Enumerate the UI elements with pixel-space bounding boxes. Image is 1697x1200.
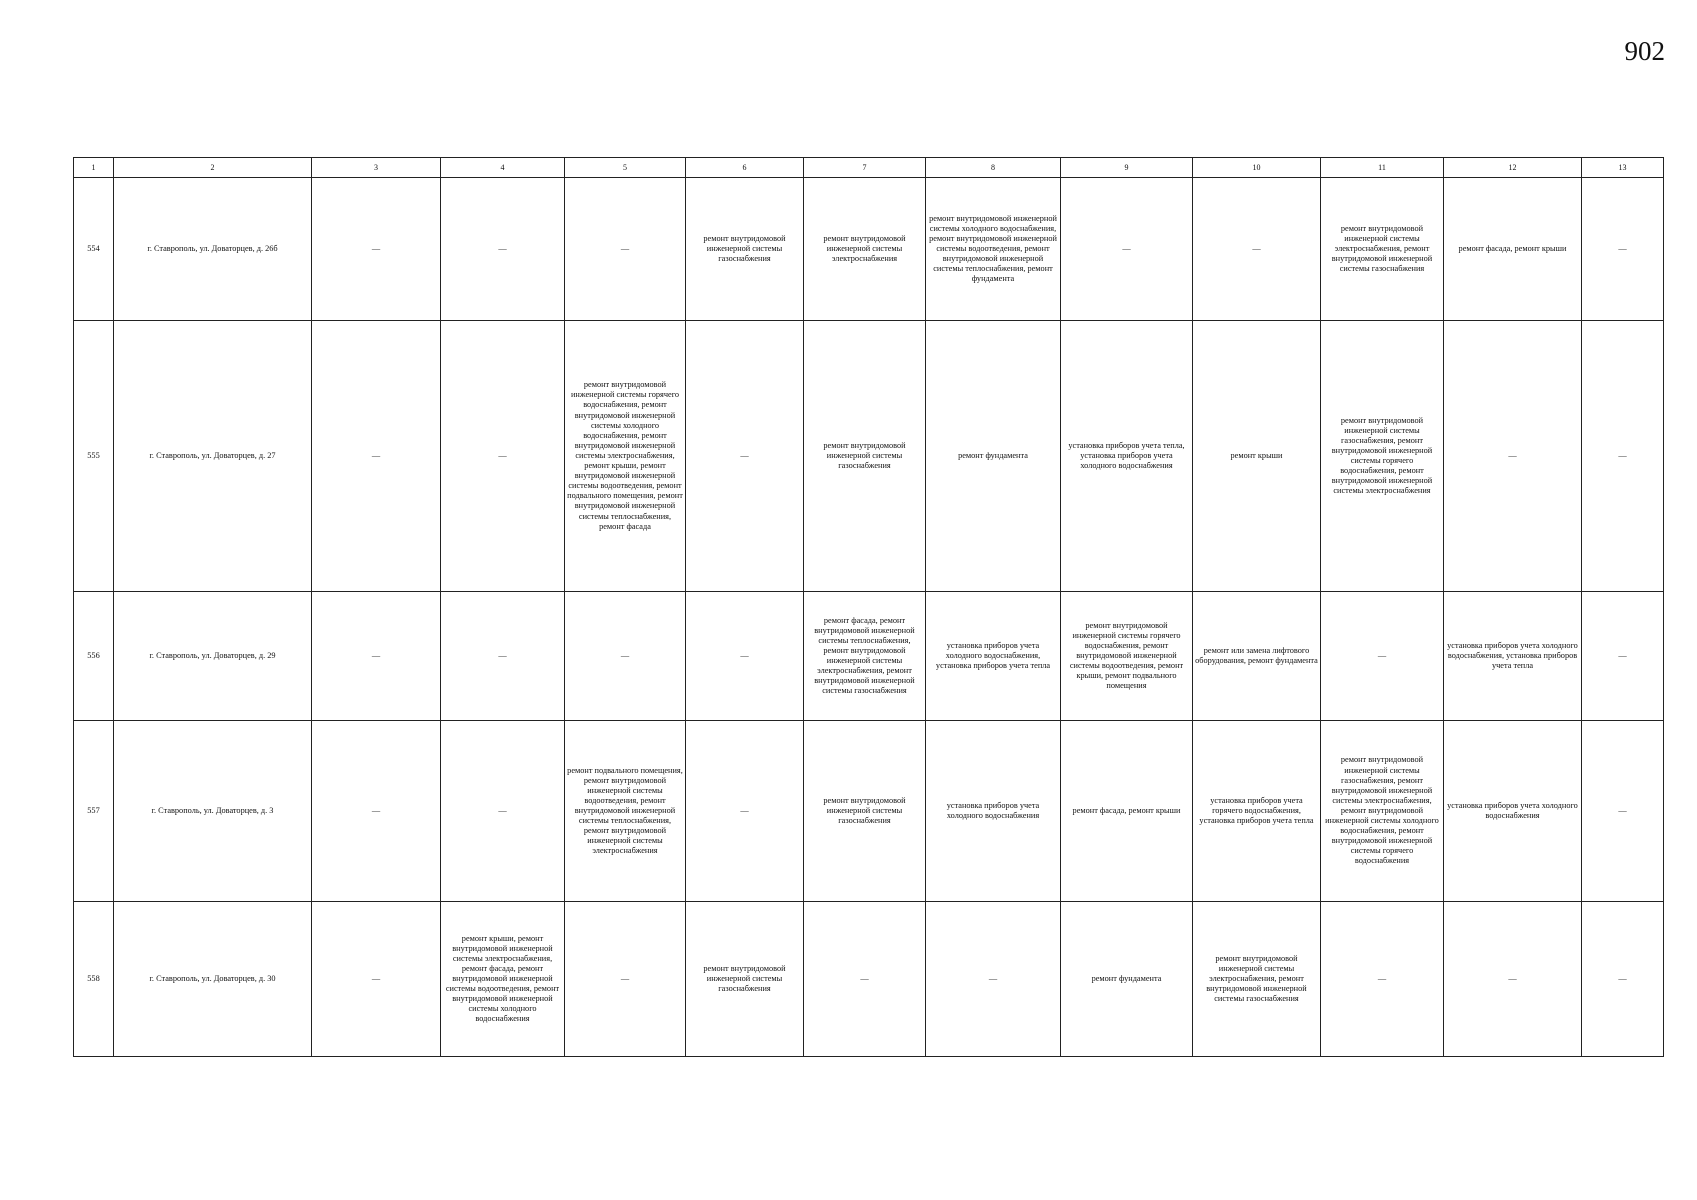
row-number: 557 [74,721,114,902]
table-cell: установка приборов учета холодного водоснабжения [1444,721,1582,902]
repair-plan-table [73,157,1664,1057]
table-cell: установка приборов учета холодного водоснабжения [926,721,1061,902]
address-cell: г. Ставрополь, ул. Доваторцев, д. 27 [114,321,312,592]
table-cell: ремонт внутридомовой инженерной системы горячего водоснабжения, ремонт внутридомовой инженерной системы холодного водоснабжения, ремонт внутридомовой инженерной системы электроснабжения, ремонт крыши, ремонт внутридомовой инженерной системы водоотведения, ремонт подвального помещения, ремонт внутридомовой инженерной системы теплоснабжения, ремонт фасада [565,321,686,592]
address-cell: г. Ставрополь, ул. Доваторцев, д. 29 [114,592,312,721]
table-cell: — [1582,592,1664,721]
page-number: 902 [1624,36,1665,66]
table-cell: ремонт подвального помещения, ремонт внутридомовой инженерной системы водоотведения, ремонт внутридомовой инженерной системы теплоснабжения, ремонт внутридомовой инженерной системы электроснабжения [565,721,686,902]
table-cell: ремонт внутридомовой инженерной системы электроснабжения, ремонт внутридомовой инженерной системы газоснабжения [1193,902,1321,1057]
table-cell: — [1061,178,1193,321]
table-cell: — [1321,592,1444,721]
column-header: 4 [441,158,565,178]
table-row [74,592,1664,721]
table-cell: — [565,178,686,321]
table-cell: установка приборов учета горячего водоснабжения, установка приборов учета тепла [1193,721,1321,902]
table-cell: — [1582,721,1664,902]
table-cell: ремонт крыши, ремонт внутридомовой инженерной системы электроснабжения, ремонт фасада, ремонт внутридомовой инженерной системы водоотведения, ремонт внутридомовой инженерной системы холодного водоснабжения [441,902,565,1057]
table-cell: — [565,592,686,721]
column-header: 8 [926,158,1061,178]
table-cell: — [1582,178,1664,321]
column-header: 7 [804,158,926,178]
table-row [74,321,1664,592]
table-row [74,902,1664,1057]
table-cell: — [686,721,804,902]
column-header: 1 [74,158,114,178]
table-cell: — [312,592,441,721]
table-cell: ремонт внутридомовой инженерной системы холодного водоснабжения, ремонт внутридомовой инженерной системы водоотведения, ремонт внутридомовой инженерной системы теплоснабжения, ремонт фундамента [926,178,1061,321]
table-cell: — [441,721,565,902]
table-cell: ремонт внутридомовой инженерной системы горячего водоснабжения, ремонт внутридомовой инженерной системы водоотведения, ремонт крыши, ремонт подвального помещения [1061,592,1193,721]
table-cell: установка приборов учета холодного водоснабжения, установка приборов учета тепла [926,592,1061,721]
table-cell: — [804,902,926,1057]
column-header: 2 [114,158,312,178]
table-cell: ремонт фасада, ремонт крыши [1444,178,1582,321]
table-cell: — [565,902,686,1057]
address-cell: г. Ставрополь, ул. Доваторцев, д. 30 [114,902,312,1057]
table-cell: — [312,321,441,592]
table-cell: ремонт фасада, ремонт внутридомовой инженерной системы теплоснабжения, ремонт внутридомовой инженерной системы электроснабжения, ремонт внутридомовой инженерной системы газоснабжения [804,592,926,721]
table-cell: ремонт внутридомовой инженерной системы электроснабжения [804,178,926,321]
address-cell: г. Ставрополь, ул. Доваторцев, д. 3 [114,721,312,902]
column-header: 12 [1444,158,1582,178]
table-cell: — [1444,321,1582,592]
table-cell: ремонт внутридомовой инженерной системы газоснабжения, ремонт внутридомовой инженерной системы электроснабжения, ремонт внутридомовой инженерной системы холодного водоснабжения, ремонт внутридомовой инженерной системы горячего водоснабжения [1321,721,1444,902]
table-cell: — [1582,321,1664,592]
column-header: 13 [1582,158,1664,178]
table-cell: — [1321,902,1444,1057]
row-number: 554 [74,178,114,321]
table-cell: — [312,178,441,321]
column-header: 5 [565,158,686,178]
table-cell: — [686,321,804,592]
column-header: 10 [1193,158,1321,178]
table-cell: ремонт внутридомовой инженерной системы газоснабжения [804,721,926,902]
table-cell: — [441,178,565,321]
table-cell: ремонт внутридомовой инженерной системы электроснабжения, ремонт внутридомовой инженерной системы газоснабжения [1321,178,1444,321]
table-cell: установка приборов учета холодного водоснабжения, установка приборов учета тепла [1444,592,1582,721]
table-cell: — [686,592,804,721]
table-cell: ремонт внутридомовой инженерной системы газоснабжения [686,178,804,321]
table-cell: ремонт фундамента [926,321,1061,592]
column-header: 9 [1061,158,1193,178]
table-cell: — [1582,902,1664,1057]
table-cell: ремонт крыши [1193,321,1321,592]
table-cell: — [926,902,1061,1057]
table-cell: — [441,321,565,592]
table-cell: установка приборов учета тепла, установка приборов учета холодного водоснабжения [1061,321,1193,592]
row-number: 555 [74,321,114,592]
table-cell: ремонт или замена лифтового оборудования, ремонт фундамента [1193,592,1321,721]
row-number: 556 [74,592,114,721]
column-header: 3 [312,158,441,178]
table-row [74,721,1664,902]
column-number-row [74,158,1664,178]
table-cell: ремонт фундамента [1061,902,1193,1057]
table-cell: ремонт внутридомовой инженерной системы газоснабжения, ремонт внутридомовой инженерной системы горячего водоснабжения, ремонт внутридомовой инженерной системы электроснабжения [1321,321,1444,592]
column-header: 6 [686,158,804,178]
table-cell: — [312,721,441,902]
table-cell: — [312,902,441,1057]
table-row [74,178,1664,321]
address-cell: г. Ставрополь, ул. Доваторцев, д. 26б [114,178,312,321]
table-cell: — [441,592,565,721]
column-header: 11 [1321,158,1444,178]
table-cell: ремонт внутридомовой инженерной системы газоснабжения [804,321,926,592]
table-cell: ремонт фасада, ремонт крыши [1061,721,1193,902]
table-cell: — [1193,178,1321,321]
table-cell: ремонт внутридомовой инженерной системы газоснабжения [686,902,804,1057]
table-cell: — [1444,902,1582,1057]
row-number: 558 [74,902,114,1057]
